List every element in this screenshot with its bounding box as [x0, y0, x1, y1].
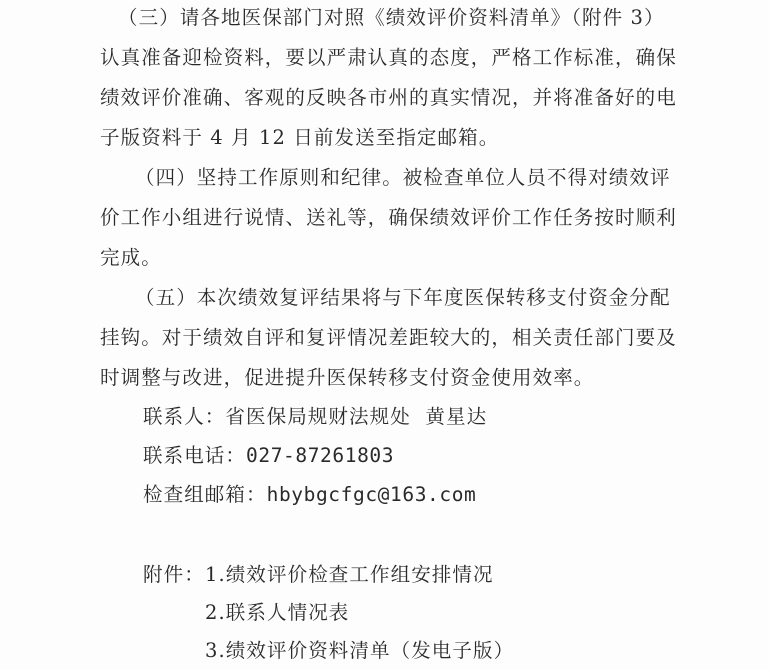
contact-email: [143, 483, 476, 507]
section3-line-1: （三）请各地医保部门对照《绩效评价资料清单》（附件 3）: [118, 6, 665, 29]
contact-email-value: hbybgcfgc@163.com: [266, 483, 477, 506]
contact-phone-label: 联系电话：: [143, 444, 247, 467]
attachments-label: 附件：: [143, 563, 205, 586]
section3-line-3: 绩效评价准确、客观的反映各市州的真实情况，并将准备好的电: [100, 86, 677, 109]
section4-line-3: 完成。: [100, 246, 162, 269]
contact-phone-value: 027-87261803: [246, 444, 395, 467]
section3-line-2: 认真准备迎检资料，要以严肃认真的态度，严格工作标准，确保: [100, 46, 677, 69]
section5-line-3: 时调整与改进，促进提升医保转移支付资金使用效率。: [100, 366, 595, 389]
contact-email-label: 检查组邮箱：: [143, 483, 267, 506]
section4-line-2: 价工作小组进行说情、送礼等，确保绩效评价工作任务按时顺利: [100, 206, 677, 229]
attachment-item-1: 1.绩效评价检查工作组安排情况: [205, 563, 494, 586]
contact-person-value: 省医保局规财法规处 黄星达: [225, 405, 488, 428]
section5-line-1: （五）本次绩效复评结果将与下年度医保转移支付资金分配: [135, 286, 671, 309]
section5-line-2: 挂钩。对于绩效自评和复评情况差距较大的，相关责任部门要及: [100, 326, 677, 349]
section3-line-4: 子版资料于 4 月 12 日前发送至指定邮箱。: [100, 126, 500, 149]
attachment-item-2: 2.联系人情况表: [205, 601, 350, 624]
contact-person: [143, 405, 487, 429]
contact-phone: [143, 444, 394, 468]
contact-person-label: 联系人：: [143, 405, 226, 428]
section4-line-1: （四）坚持工作原则和纪律。被检查单位人员不得对绩效评: [135, 166, 671, 189]
attachment-item-3: 3.绩效评价资料清单（发电子版）: [205, 639, 515, 662]
